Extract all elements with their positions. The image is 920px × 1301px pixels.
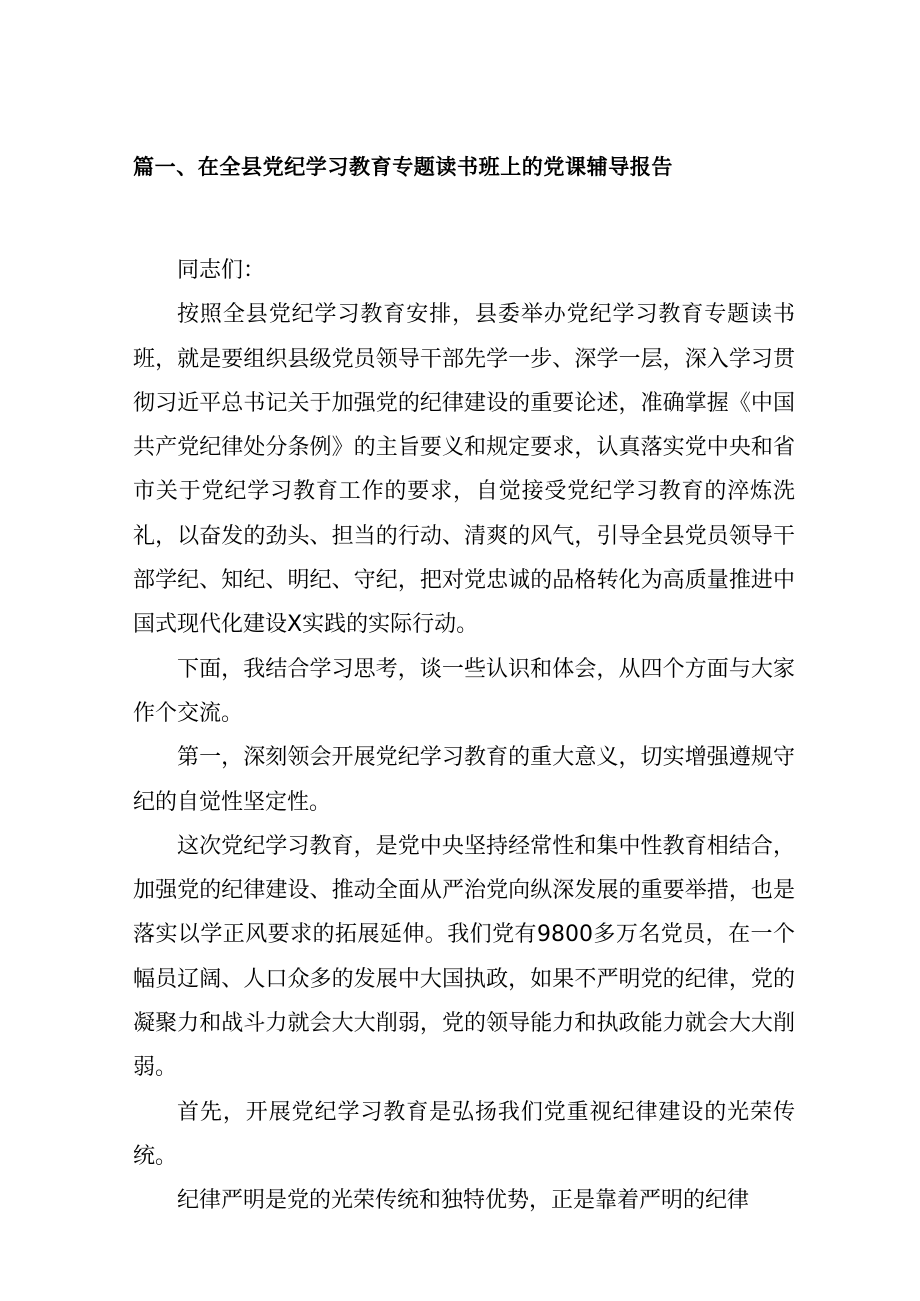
subsection-heading-paragraph: 首先，开展党纪学习教育是弘扬我们党重视纪律建设的光荣传统。 — [133, 1099, 795, 1169]
body-paragraph: 按照全县党纪学习教育安排，县委举办党纪学习教育专题读书班，就是要组织县级党员领导干部先学一步、深学一层，深入学习贯彻习近平总书记关于加强党的纪律建设的重要论述，准确掌握《中国共产党纪律处分条例》的主旨要义和规定要求，认真落实党中央和省市关于党纪学习教育工作的要求，自觉接受党纪学习教育的淬炼洗礼，以奋发的劲头、担当的行动、清爽的风气，引导全县党员领导干部学纪、知纪、明纪、守纪，把对党忠诚的品格转化为高质量推进中国式现代化建设X实践的实际行动。 — [133, 302, 795, 638]
body-paragraph: 下面，我结合学习思考，谈一些认识和体会，从四个方面与大家作个交流。 — [133, 656, 795, 726]
body-paragraph: 纪律严明是党的光荣传统和独特优势，正是靠着严明的纪律 — [177, 1188, 750, 1214]
section-heading-paragraph: 第一，深刻领会开展党纪学习教育的重大意义，切实增强遵规守纪的自觉性坚定性。 — [133, 745, 795, 815]
document-body — [133, 249, 795, 1224]
document-title: 篇一、在全县党纪学习教育专题读书班上的党课辅导报告 — [133, 155, 673, 179]
body-paragraph: 这次党纪学习教育，是党中央坚持经常性和集中性教育相结合，加强党的纪律建设、推动全面从严治党向纵深发展的重要举措，也是落实以学正风要求的拓展延伸。我们党有9800多万名党员，在一个幅员辽阔、人口众多的发展中大国执政，如果不严明党的纪律，党的凝聚力和战斗力就会大大削弱，党的领导能力和执政能力就会大大削弱。 — [133, 833, 795, 1081]
salutation-paragraph: 同志们： — [177, 258, 266, 283]
